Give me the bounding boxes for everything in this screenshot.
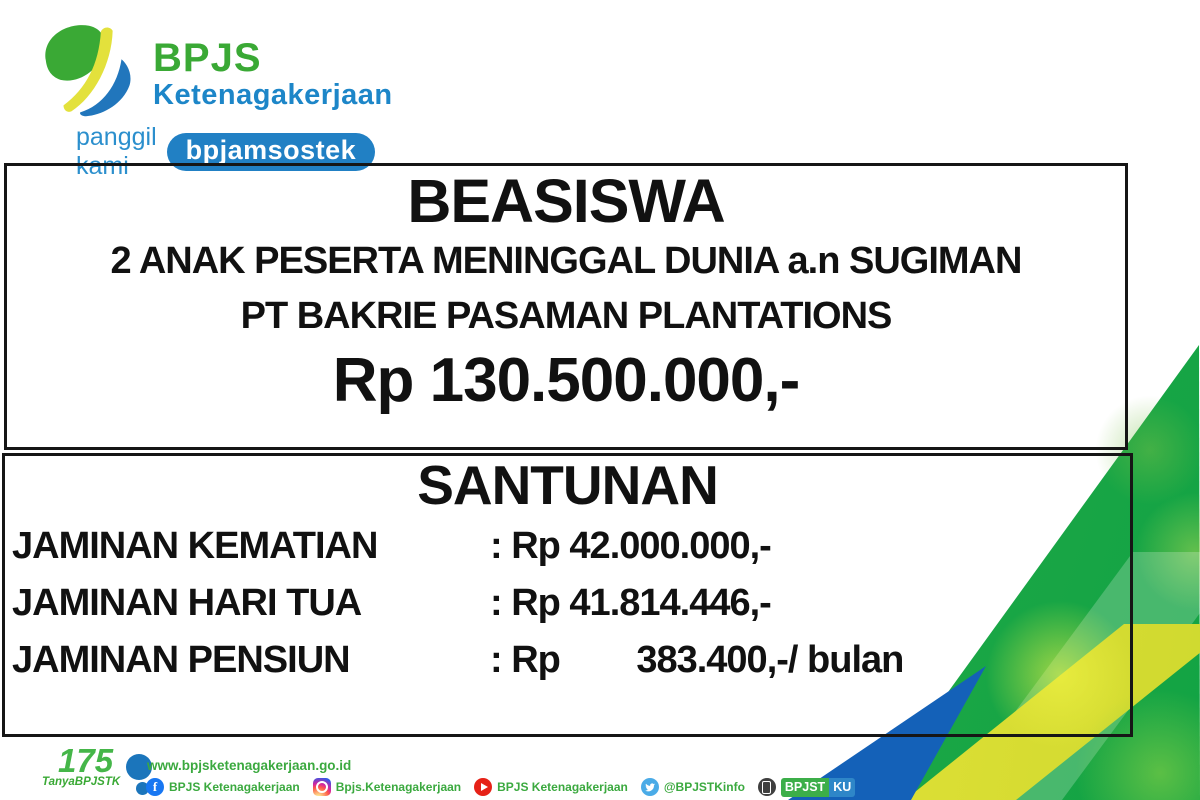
beasiswa-amount: Rp 130.500.000,-: [332, 346, 800, 415]
santunan-box: [2, 453, 1133, 737]
brand-name-ketenagakerjaan: Ketenagakerjaan: [153, 79, 393, 111]
social-links-row: [146, 778, 855, 797]
youtube-handle: BPJS Ketenagakerjaan: [497, 780, 628, 795]
benefit-value: : Rp 42.000.000,-: [490, 525, 771, 567]
tagline-text: panggil kami: [76, 123, 157, 180]
youtube-link[interactable]: [474, 778, 628, 796]
santunan-row-hari-tua: [12, 575, 1130, 632]
youtube-icon: [474, 778, 492, 796]
bpjamsostek-badge: bpjamsostek: [167, 133, 376, 171]
instagram-handle: Bpjs.Ketenagakerjaan: [335, 780, 462, 795]
beasiswa-title: BEASISWA: [407, 167, 725, 235]
beasiswa-box: [4, 163, 1128, 450]
mobile-app-icon: [758, 778, 776, 796]
hotline-175-logo: [42, 742, 162, 788]
benefit-label: JAMINAN KEMATIAN: [12, 525, 378, 567]
facebook-handle: BPJS Ketenagakerjaan: [169, 780, 300, 795]
instagram-icon: [313, 778, 331, 796]
bpjs-logo-icon: [34, 16, 152, 133]
bpjstku-app-link[interactable]: [758, 778, 855, 797]
santunan-row-kematian: [12, 518, 1130, 575]
benefit-value: : Rp 383.400,-/ bulan: [490, 639, 904, 681]
twitter-handle: @BPJSTKinfo: [663, 780, 745, 795]
hotline-number: 175: [58, 742, 114, 779]
hotline-label: TanyaBPJSTK: [42, 776, 121, 788]
benefit-label: JAMINAN HARI TUA: [12, 582, 362, 624]
beasiswa-recipient: 2 ANAK PESERTA MENINGGAL DUNIA a.n SUGIMAN: [110, 240, 1022, 282]
santunan-row-pensiun: [12, 632, 1130, 689]
badge-part-blue: KU: [829, 778, 855, 797]
twitter-link[interactable]: [641, 778, 745, 796]
santunan-title: SANTUNAN: [417, 454, 718, 516]
benefit-label: JAMINAN PENSIUN: [12, 639, 350, 681]
badge-part-green: BPJST: [781, 778, 829, 797]
facebook-icon: f: [146, 778, 164, 796]
bpjstku-badge: [781, 778, 855, 797]
facebook-link[interactable]: [146, 778, 300, 796]
website-link[interactable]: www.bpjsketenagakerjaan.go.id: [147, 758, 352, 773]
beasiswa-company: PT BAKRIE PASAMAN PLANTATIONS: [240, 295, 892, 337]
brand-name-bpjs: BPJS: [153, 36, 262, 80]
instagram-link[interactable]: [313, 778, 461, 796]
twitter-icon: [641, 778, 659, 796]
benefit-value: : Rp 41.814.446,-: [490, 582, 771, 624]
footer: [0, 744, 1200, 800]
